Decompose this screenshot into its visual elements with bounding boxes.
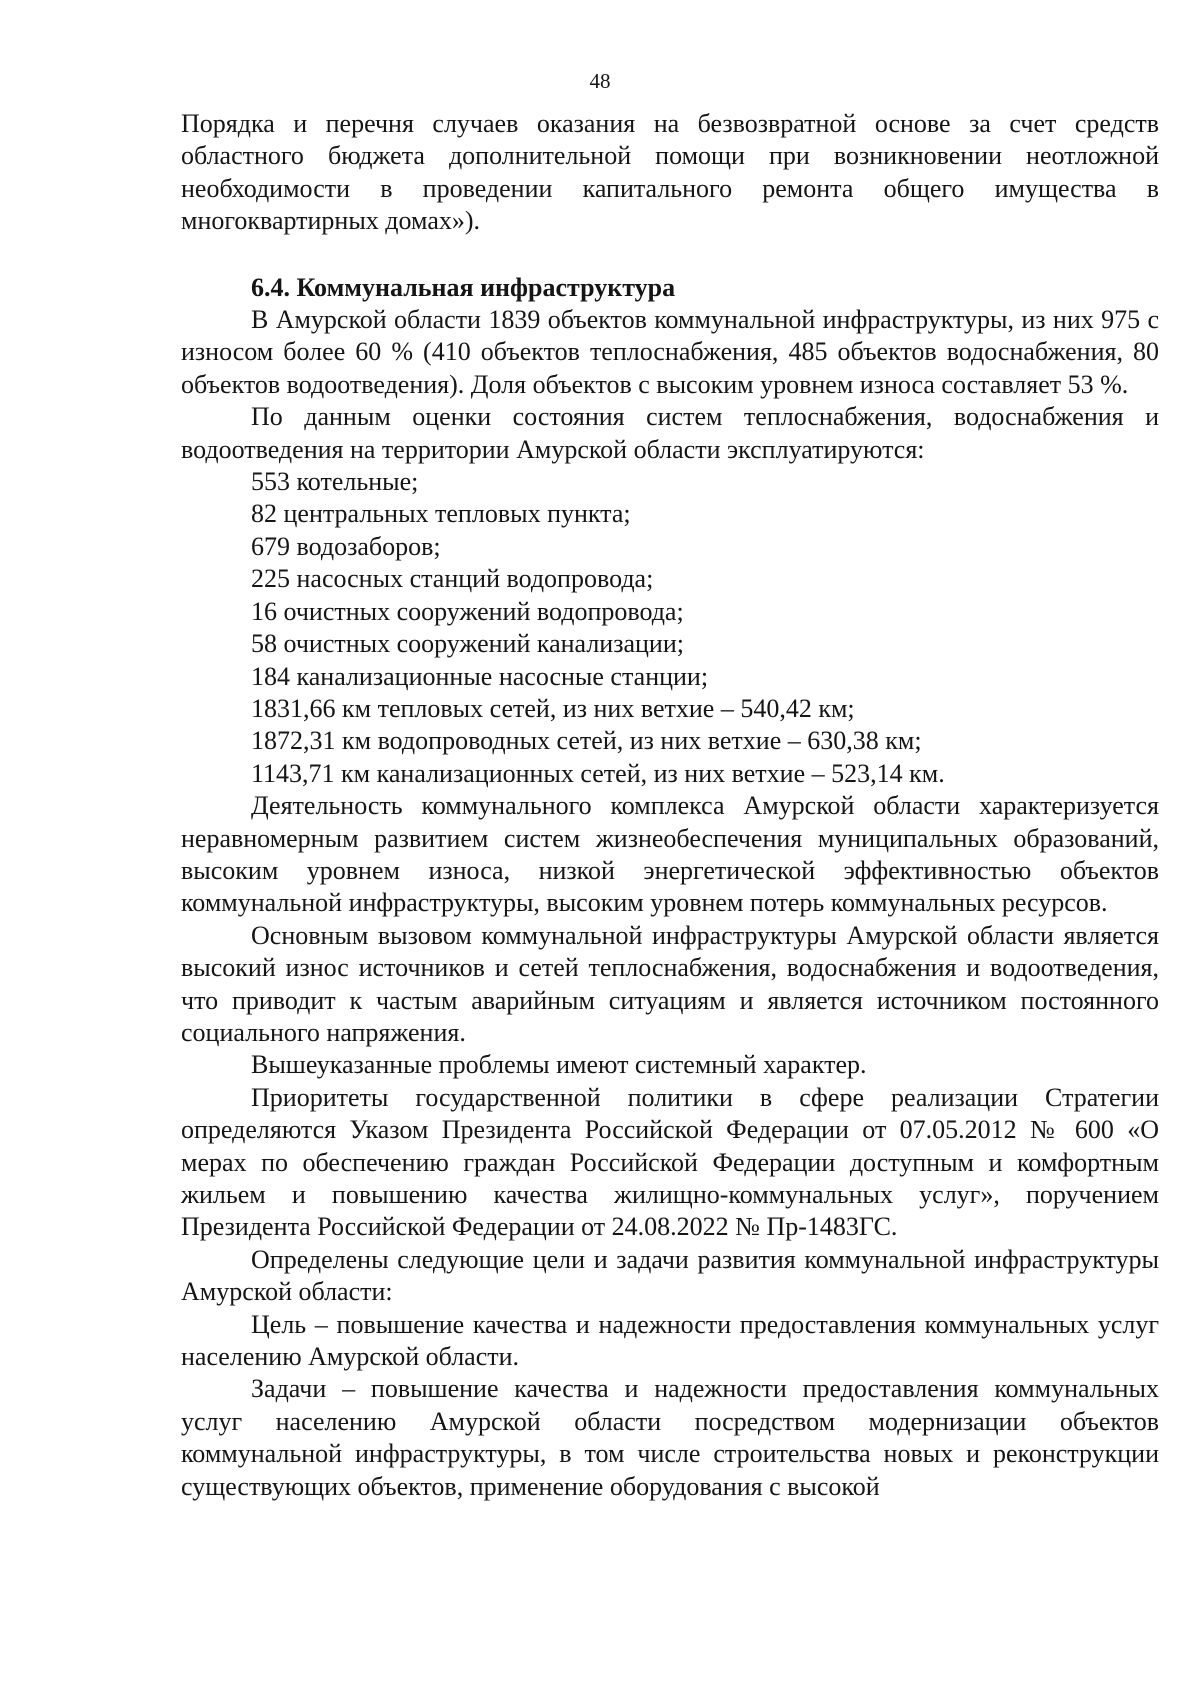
list-item: 16 очистных сооружений водопровода;	[251, 596, 684, 626]
list-item: 1831,66 км тепловых сетей, из них ветхие – 540,42 км;	[251, 693, 855, 723]
list-item: 553 котельные;	[251, 467, 419, 497]
list-item: 58 очистных сооружений канализации;	[251, 629, 684, 659]
body-paragraph: Приоритеты государственной политики в сфере реализации Стратегии определяются Указом Президента Российской Федерации от 07.05.2012 № 600 «О мерах по обеспечению граждан Российской Федерации доступным и комфортным жильем и повышению качества жилищно-коммунальных услуг», поручением Президента Российской Федерации от 24.08.2022 № Пр-1483ГС.	[181, 1082, 1159, 1242]
list-item: 82 центральных тепловых пункта;	[251, 499, 631, 529]
list-item: 225 насосных станций водопровода;	[251, 564, 654, 594]
body-paragraph: Задачи – повышение качества и надежности предоставления коммунальных услуг населению Амурской области посредством модернизации объектов коммунальной инфраструктуры, в том числе строительства новых и реконструкции существующих объектов, применение оборудования с высокой	[181, 1374, 1159, 1501]
list-item: 184 канализационные насосные станции;	[251, 661, 709, 691]
section-heading: 6.4. Коммунальная инфраструктура	[251, 272, 676, 302]
document-body	[181, 108, 1159, 1503]
body-paragraph: Цель – повышение качества и надежности предоставления коммунальных услуг населению Амурской области.	[181, 1309, 1159, 1372]
body-paragraph: Определены следующие цели и задачи развития коммунальной инфраструктуры Амурской области:	[181, 1244, 1159, 1307]
infrastructure-list	[181, 466, 1159, 790]
body-paragraph: Вышеуказанные проблемы имеют системный характер.	[251, 1050, 867, 1080]
page-number: 48	[589, 69, 611, 93]
list-item: 1143,71 км канализационных сетей, из них ветхие – 523,14 км.	[251, 758, 945, 788]
intro-paragraph: Порядка и перечня случаев оказания на безвозвратной основе за счет средств областного бюджета дополнительной помощи при возникновении неотложной необходимости в проведении капитального ремонта общего имущества в многоквартирных домах»).	[181, 109, 1159, 236]
body-paragraph: Деятельность коммунального комплекса Амурской области характеризуется неравномерным развитием систем жизнеобеспечения муниципальных образований, высоким уровнем износа, низкой энергетической эффективностью объектов коммунальной инфраструктуры, высоким уровнем потерь коммунальных ресурсов.	[181, 791, 1159, 918]
body-paragraph: В Амурской области 1839 объектов коммунальной инфраструктуры, из них 975 с износом более 60 % (410 объектов теплоснабжения, 485 объектов водоснабжения, 80 объектов водоотведения). Доля объектов с высоким уровнем износа составляет 53 %.	[181, 305, 1159, 399]
body-paragraph: Основным вызовом коммунальной инфраструктуры Амурской области является высокий износ источников и сетей теплоснабжения, водоснабжения и водоотведения, что приводит к частым аварийным ситуациям и является источником постоянного социального напряжения.	[181, 920, 1159, 1047]
list-item: 679 водозаборов;	[251, 531, 441, 561]
body-paragraph: По данным оценки состояния систем теплоснабжения, водоснабжения и водоотведения на территории Амурской области эксплуатируются:	[181, 402, 1159, 464]
list-item: 1872,31 км водопроводных сетей, из них ветхие – 630,38 км;	[251, 726, 922, 756]
